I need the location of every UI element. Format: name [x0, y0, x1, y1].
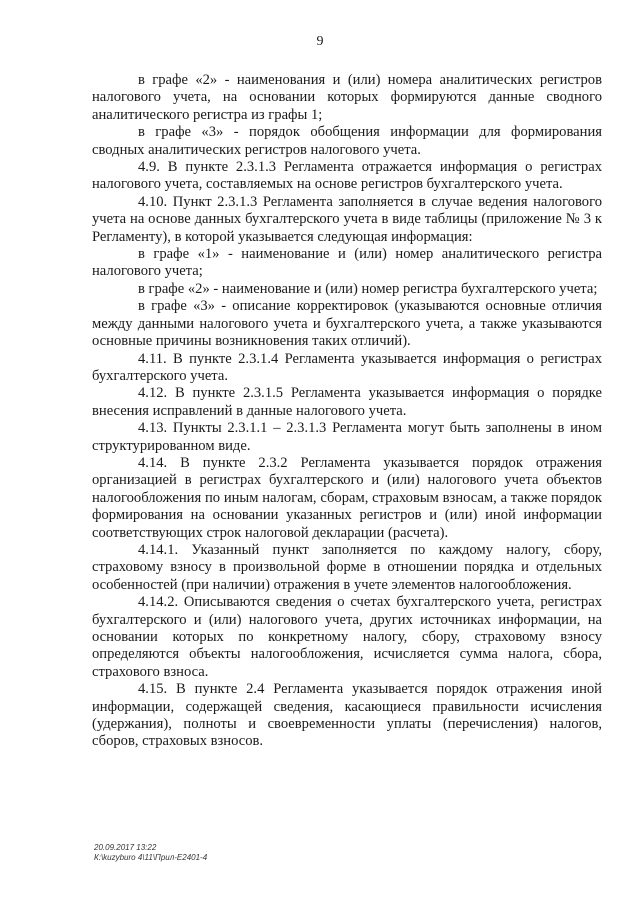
paragraph: в графе «3» - описание корректировок (указываются основные отличия между данными налогового учета и бухгалтерского учета, а также указываются основные причины возникновения таких отличий). — [92, 298, 602, 350]
paragraph: 4.10. Пункт 2.3.1.3 Регламента заполняется в случае ведения налогового учета на основе данных бухгалтерского учета в виде таблицы (приложение № 3 к Регламенту), в которой указывается следующая информация: — [92, 193, 602, 245]
footer-file-path: К:\kuzyburo 4\11\Прил-Е2401-4 — [94, 853, 208, 862]
paragraph: 4.9. В пункте 2.3.1.3 Регламента отражается информация о регистрах налогового учета, составляемых на основе регистров бухгалтерского учета. — [92, 159, 602, 193]
paragraph: в графе «1» - наименование и (или) номер аналитического регистра налогового учета; — [92, 246, 602, 280]
paragraph: 4.14.2. Описываются сведения о счетах бухгалтерского учета, регистрах бухгалтерского и (или) налогового учета, других источниках информации, на основании которых по конкретному налогу, сбору, страховому взносу определяются объекты налогообложения, исчисляется сумма налога, сбора, страхового взноса. — [92, 594, 602, 680]
file-footer — [94, 843, 207, 863]
document-body — [92, 72, 602, 751]
paragraph: в графе «2» - наименование и (или) номер регистра бухгалтерского учета; — [138, 280, 598, 297]
paragraph: 4.14. В пункте 2.3.2 Регламента указывается порядок отражения организацией в регистрах бухгалтерского и (или) налогового учета объектов налогообложения по иным налогам, сборам, страховым взносам, а также порядок формирования на основании указанных регистров и (или) иной информации соответствующих строк налоговой декларации (расчета). — [92, 454, 602, 541]
paragraph: 4.12. В пункте 2.3.1.5 Регламента указывается информация о порядке внесения исправлений в данные налогового учета. — [92, 385, 602, 419]
paragraph: 4.14.1. Указанный пункт заполняется по каждому налогу, сбору, страховому взносу в произвольной форме в отношении порядка и отдельных особенностей (при наличии) отражения в учете элементов налогообложения. — [92, 541, 602, 593]
paragraph: в графе «3» - порядок обобщения информации для формирования сводных аналитических регистров налогового учета. — [92, 124, 602, 158]
paragraph: 4.11. В пункте 2.3.1.4 Регламента указывается информация о регистрах бухгалтерского учета. — [92, 350, 602, 384]
page-number: 9 — [316, 34, 324, 49]
paragraph: 4.13. Пункты 2.3.1.1 – 2.3.1.3 Регламента могут быть заполнены в ином структурированном виде. — [92, 420, 602, 454]
paragraph: 4.15. В пункте 2.4 Регламента указывается порядок отражения иной информации, содержащей сведения, касающиеся правильности исчисления (удержания), полноты и своевременности уплаты (перечисления) налогов, сборов, страховых взносов. — [92, 681, 602, 750]
paragraph: в графе «2» - наименования и (или) номера аналитических регистров налогового учета, на основании которых формируются данные сводного аналитического регистра из графы 1; — [92, 72, 602, 123]
footer-timestamp: 20.09.2017 13:22 — [94, 843, 157, 852]
